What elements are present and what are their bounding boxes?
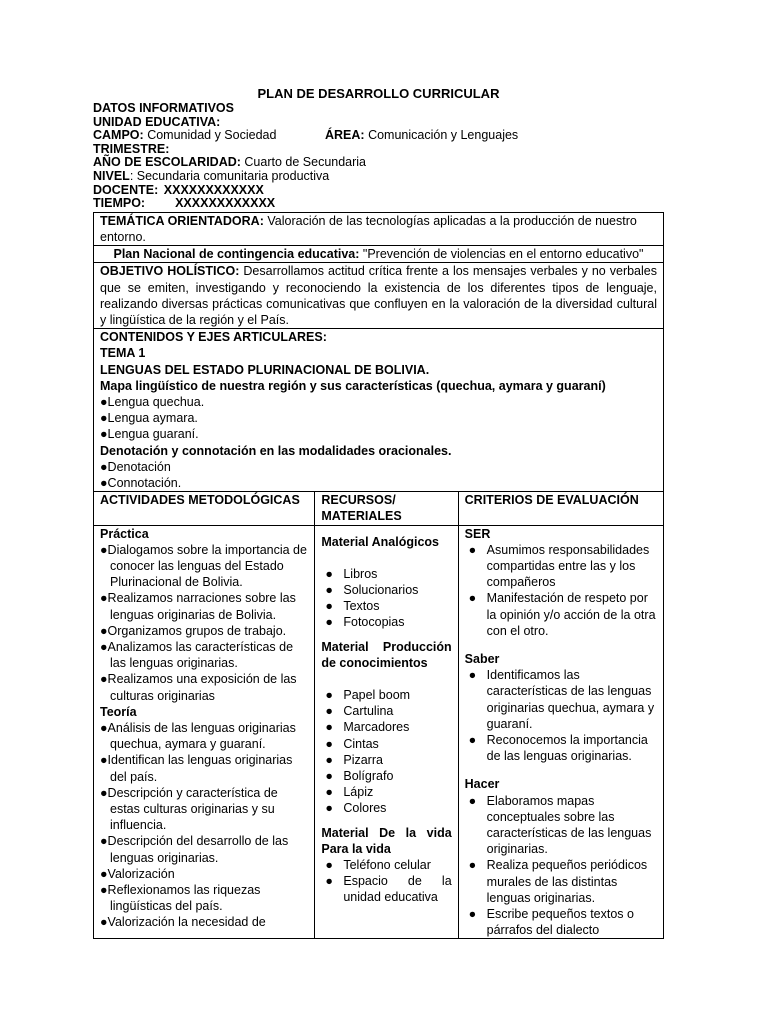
produccion-label: Material Producción de conocimientos bbox=[321, 639, 452, 670]
list-item: ● Textos bbox=[325, 599, 380, 614]
list-item: ● Marcadores bbox=[325, 720, 410, 735]
col-recursos-header: RECURSOS/ MATERIALES bbox=[315, 492, 458, 525]
list-item: ● Espacio de la unidad educativa bbox=[325, 874, 452, 905]
page-title: PLAN DE DESARROLLO CURRICULAR bbox=[257, 86, 500, 101]
saber-label: Saber bbox=[464, 652, 500, 667]
list-item: ●Denotación bbox=[100, 459, 171, 474]
plan-cell bbox=[94, 246, 664, 263]
list-item: ●Descripción del desarrollo de las lenguas originarias. bbox=[100, 834, 289, 865]
objetivo-text: Desarrollamos actitud crítica frente a los mensajes verbales y no verbales que se emiten, investigando y reconociendo la existencia de los diferentes tipos de lenguaje, realizando diversas prácticas comunicativas que confluyen en la valoración de la diversidad cultural y lingüística de la región y el País. bbox=[100, 264, 657, 327]
list-item: ●Análisis de las lenguas originarias quechua, aymara y guaraní. bbox=[100, 721, 296, 752]
list-item: ● Colores bbox=[325, 801, 387, 816]
list-item: ● Libros bbox=[325, 566, 378, 581]
list-item: ● Bolígrafo bbox=[325, 769, 394, 784]
datos-informativos bbox=[93, 102, 664, 211]
nivel-line bbox=[93, 170, 664, 184]
teoria-label: Teoría bbox=[100, 704, 137, 719]
list-item: ● Reconocemos la importancia de las lenguas originarias. bbox=[468, 733, 648, 764]
contenido-sub1: Mapa lingüístico de nuestra región y sus características (quechua, aymara y guaraní) bbox=[100, 378, 606, 393]
area-value: Comunicación y Lenguajes bbox=[368, 128, 519, 143]
columns-header-row bbox=[94, 492, 664, 525]
list-item: ● Asumimos responsabilidades compartidas entre las y los compañeros bbox=[468, 542, 650, 590]
contenido-sub2: Denotación y connotación en las modalidades oracionales. bbox=[100, 443, 452, 458]
list-item: ●Reflexionamos las riquezas lingüísticas del país. bbox=[100, 883, 261, 914]
list-item: ● Papel boom bbox=[325, 688, 411, 703]
tema-title: LENGUAS DEL ESTADO PLURINACIONAL DE BOLIVIA. bbox=[100, 362, 430, 377]
list-item: ●Connotación. bbox=[100, 476, 182, 490]
actividades-cell bbox=[94, 525, 315, 939]
list-item: ●Valorización bbox=[100, 866, 175, 881]
list-item: ● Fotocopias bbox=[325, 615, 405, 630]
unidad-label: UNIDAD EDUCATIVA: bbox=[93, 114, 221, 129]
tematica-row bbox=[94, 212, 664, 245]
tematica-cell bbox=[94, 212, 664, 245]
campo-value: Comunidad y Sociedad bbox=[147, 128, 277, 143]
plan-row bbox=[94, 246, 664, 263]
objetivo-label: OBJETIVO HOLÍSTICO: bbox=[100, 264, 240, 279]
criterios-cell bbox=[458, 525, 663, 939]
document-page bbox=[93, 86, 664, 939]
tematica-label: TEMÁTICA ORIENTADORA: bbox=[100, 213, 264, 228]
campo-label: CAMPO: bbox=[93, 128, 144, 143]
recursos-cell bbox=[315, 525, 458, 939]
contenidos-row bbox=[94, 329, 664, 492]
list-item: ● Elaboramos mapas conceptuales sobre las características de las lenguas originarias. bbox=[468, 793, 652, 857]
docente-label: DOCENTE: bbox=[93, 182, 159, 197]
contenidos-heading: CONTENIDOS Y EJES ARTICULARES: bbox=[100, 330, 327, 345]
plan-label: Plan Nacional de contingencia educativa: bbox=[113, 247, 360, 262]
list-item: ● Cartulina bbox=[325, 704, 394, 719]
area-field bbox=[325, 129, 518, 143]
list-item: ● Pizarra bbox=[325, 752, 383, 767]
list-item: ● Identificamos las características de las lenguas originarias quechua, aymara y guaraní. bbox=[468, 668, 655, 731]
col-actividades-header: ACTIVIDADES METODOLÓGICAS bbox=[94, 492, 315, 525]
list-item: ● Lápiz bbox=[325, 785, 374, 800]
datos-heading: DATOS INFORMATIVOS bbox=[93, 101, 234, 115]
list-item: ● Solucionarios bbox=[325, 583, 419, 598]
list-item: ●Lengua aymara. bbox=[100, 411, 198, 426]
area-label: ÁREA: bbox=[325, 128, 365, 143]
docente-line bbox=[93, 184, 664, 198]
list-item: ● Escribe pequeños textos o párrafos del dialecto bbox=[468, 907, 634, 938]
list-item: ●Dialogamos sobre la importancia de conocer las lenguas del Estado Plurinacional de Bolivia. bbox=[100, 542, 307, 590]
list-item: ●Valorización la necesidad de bbox=[100, 915, 266, 930]
list-item: ● Realiza pequeños periódicos murales de las distintas lenguas originarias. bbox=[468, 858, 648, 905]
objetivo-cell bbox=[94, 263, 664, 329]
list-item: ●Realizamos narraciones sobre las lenguas originarias de Bolivia. bbox=[100, 591, 296, 622]
list-item: ● Teléfono celular bbox=[325, 858, 431, 873]
list-item: ●Identifican las lenguas originarias del país. bbox=[100, 753, 293, 784]
list-item: ● Cintas bbox=[325, 736, 379, 751]
trimestre-label: TRIMESTRE: bbox=[93, 141, 170, 156]
list-item: ●Organizamos grupos de trabajo. bbox=[100, 623, 287, 638]
docente-value: XXXXXXXXXXXX bbox=[163, 182, 264, 197]
list-item: ●Analizamos las características de las lenguas originarias. bbox=[100, 640, 294, 671]
plan-text: "Prevención de violencias en el entorno educativo" bbox=[362, 247, 644, 262]
body-row bbox=[94, 525, 664, 939]
tema-number: TEMA 1 bbox=[100, 346, 146, 361]
list-item: ●Lengua quechua. bbox=[100, 394, 205, 409]
contenidos-cell bbox=[94, 329, 664, 492]
objetivo-row bbox=[94, 263, 664, 329]
col-criterios-header: CRITERIOS DE EVALUACIÓN bbox=[458, 492, 663, 525]
plan-table bbox=[93, 212, 664, 940]
tiempo-label: TIEMPO: bbox=[93, 196, 146, 211]
hacer-label: Hacer bbox=[464, 777, 500, 792]
anio-value: Cuarto de Secundaria bbox=[244, 155, 367, 170]
list-item: ● Manifestación de respeto por la opinión y/o acción de la otra con el otro. bbox=[468, 591, 656, 638]
analogicos-label: Material Analógicos bbox=[321, 534, 439, 549]
practica-label: Práctica bbox=[100, 526, 149, 541]
tiempo-value: XXXXXXXXXXXX bbox=[175, 196, 276, 211]
list-item: ●Descripción y característica de estas culturas originarias y su influencia. bbox=[100, 785, 278, 833]
campo-line bbox=[93, 129, 664, 143]
list-item: ●Lengua guaraní. bbox=[100, 427, 199, 442]
nivel-label: NIVEL bbox=[93, 168, 130, 183]
list-item: ●Realizamos una exposición de las culturas originarias bbox=[100, 672, 297, 703]
anio-line bbox=[93, 156, 664, 170]
ser-label: SER bbox=[464, 526, 491, 541]
tematica-text: Valoración de las tecnologías aplicadas a la producción de nuestro entorno. bbox=[100, 213, 637, 244]
anio-label: AÑO DE ESCOLARIDAD: bbox=[93, 155, 241, 170]
tiempo-line bbox=[93, 197, 664, 211]
vida-label: Material De la vida Para la vida bbox=[321, 825, 452, 856]
nivel-value: : Secundaria comunitaria productiva bbox=[129, 168, 330, 183]
